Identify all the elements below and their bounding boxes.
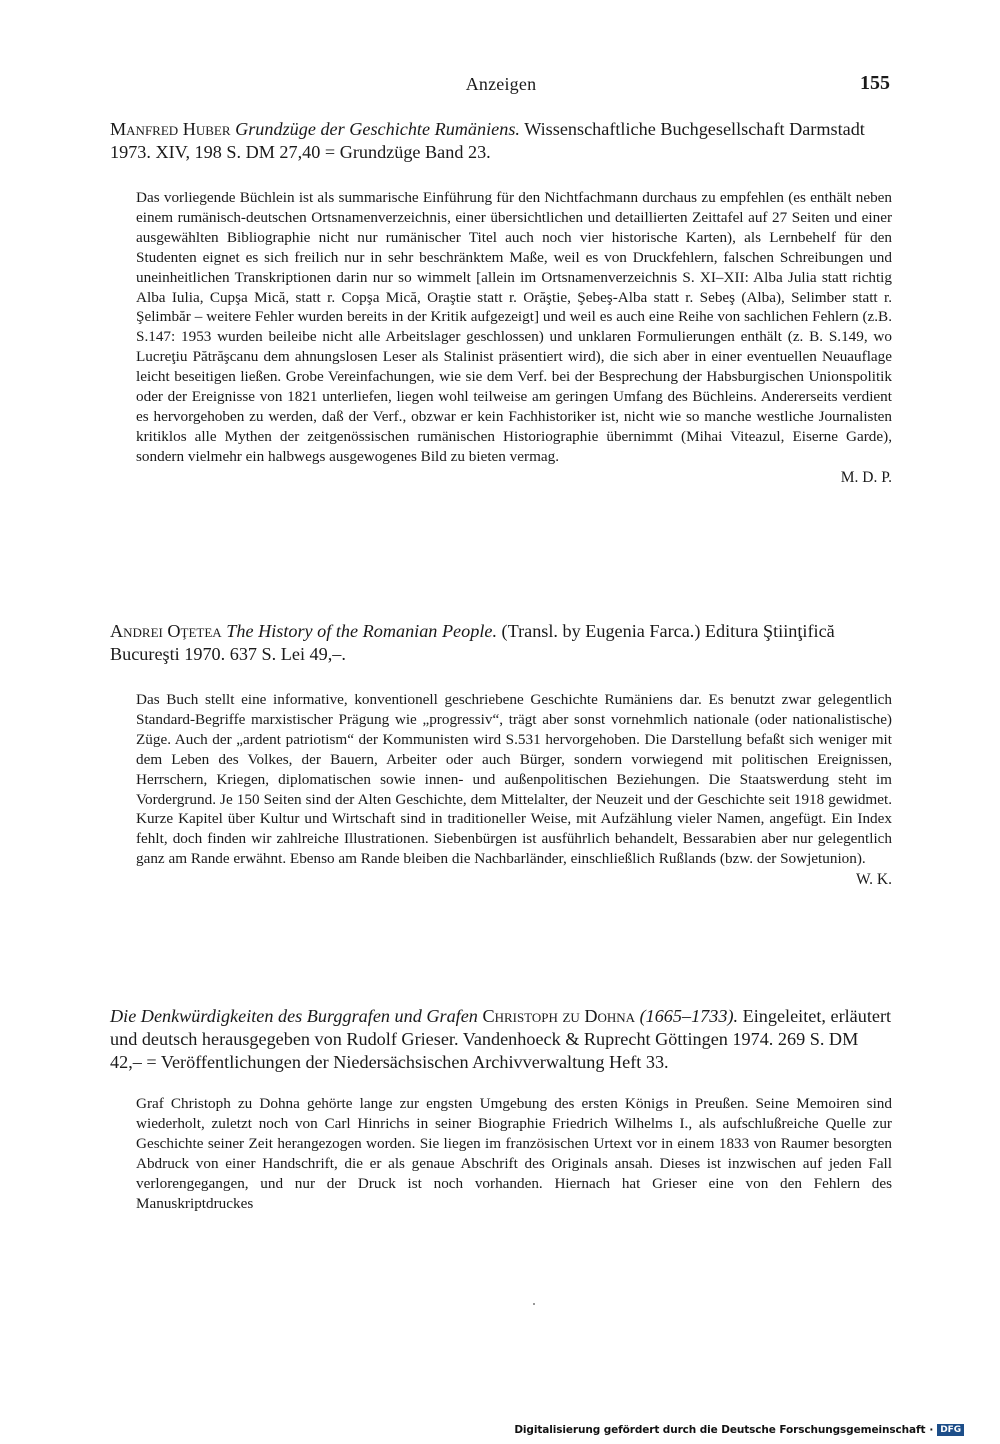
running-head: Anzeigen bbox=[465, 74, 537, 94]
reviewer-initials: W. K. bbox=[855, 871, 892, 889]
publication-info: Eingeleitet, erläutert und deutsch herausgegeben von Rudolf Grieser. Vandenhoeck & Ruprecht Göttingen 1974. 269 S. DM 42,– = Veröffentlichungen der Niedersächsischen Archivverwaltung Heft 33. bbox=[110, 1006, 892, 1072]
book-title: Grundzüge der Geschichte Rumäniens. bbox=[235, 119, 520, 139]
author-name: Manfred Huber bbox=[110, 119, 231, 139]
book-title: The History of the Romanian People. bbox=[226, 621, 497, 641]
review-heading bbox=[110, 1005, 892, 1074]
review-body: Das vorliegende Büchlein ist als summarische Einführung für den Nichtfachmann durchaus zu empfehlen (es enthält neben einem rumänisch-deutschen Ortsnamenverzeichnis, einer übersichtlichen und detaillierten Zeittafel auf 27 Seiten und einer ausgewählten Bibliographie nicht nur rumänischer Titel auch noch vier historische Karten), als Lernbehelf für den Studenten eignet es sich freilich nur in sehr beschränktem Maße, weil es von Druckfehlern, falschen Schreibungen und uneinheitlichen Transkriptionen darin nur so wimmelt [allein im Ortsnamenverzeichnis S. XI–XII: Alba Julia statt richtig Alba Iulia, Cupşa Mică, statt r. Copşa Mică, Oraştie statt r. Orăştie, Şebeş-Alba statt r. Sebeş (Alba), Selimber statt r. Şelimbăr – weitere Fehler wurden bereits in der Kritik aufgezeigt] und weil es auch eine Reihe von sachlichen Fehlern (z.B. S.147: 1953 wurden beileibe nicht alle Arbeitslager geschlossen) und unklaren Formulierungen enthält (z. B. S.149, wo Lucreţiu Pătrăşcanu dem ahnungslosen Leser als Stalinist präsentiert wird), die sich aber in einer eventuellen Neuauflage leicht beseitigen ließen. Grobe Vereinfachungen, wie sie dem Verf. bei der Besprechung der Habsburgischen Unionspolitik oder der Ereignisse von 1821 unterliefen, liegen wohl teilweise am geringen Umfang des Büchleins. Andererseits verdient es hervorgehoben zu werden, daß der Verf., obzwar er kein Fachhistoriker ist, nicht wie so manche westliche Journalisten kritiklos alle Mythen der zeitgenössischen rumänischen Historiographie übernimmt (Mihai Viteazul, Eiserne Garde), sondern vielmehr ein halbwegs ausgewogenes Bild zu bieten vermag. bbox=[136, 189, 892, 465]
funding-note: Digitalisierung gefördert durch die Deutsche Forschungsgemeinschaft bbox=[514, 1424, 926, 1436]
review-dohna bbox=[110, 1005, 892, 1213]
dfg-logo-icon: DFG bbox=[937, 1424, 964, 1436]
digitization-footer bbox=[514, 1424, 964, 1436]
book-title: Die Denkwürdigkeiten des Burggrafen und Grafen bbox=[110, 1006, 478, 1026]
scan-speck bbox=[533, 1303, 535, 1305]
review-heading bbox=[110, 118, 892, 164]
review-heading bbox=[110, 620, 892, 666]
publication-info: (Transl. by Eugenia Farca.) Editura Ştiinţifică Bucureşti 1970. 637 S. Lei 49,–. bbox=[110, 621, 835, 664]
publication-info: Wissenschaftliche Buchgesellschaft Darmstadt 1973. XIV, 198 S. DM 27,40 = Grundzüge Band 23. bbox=[110, 119, 865, 162]
review-body: Graf Christoph zu Dohna gehörte lange zur engsten Umgebung des ersten Königs in Preußen. Seine Memoiren sind wiederholt, zuletzt noch von Carl Hinrichs in seiner Biographie Friedrich Wilhelms I., als aufschlußreiche Quelle zur Geschichte seiner Zeit herangezogen worden. Sie liegen im französischen Urtext vor in einem 1833 von Raumer besorgten Abdruck von einer Handschrift, die er als genaue Abschrift des Originals ansah. Dieses ist inzwischen auf jeden Fall verlorengegangen, und nur der Druck ist noch vorhanden. Hiernach hat Grieser eine von den Fehlern des Manuskriptdruckes bbox=[136, 1095, 892, 1212]
review-huber bbox=[110, 118, 892, 487]
review-body: Das Buch stellt eine informative, konventionell geschriebene Geschichte Rumäniens dar. Es benutzt zwar gelegentlich Standard-Begriffe marxistischer Prägung wie „progressiv“, trägt aber sonst vornehmlich nationale (oder nationalistische) Züge. Auch der „ardent patriotism“ der Kommunisten wird S.531 hervorgehoben. Die Darstellung befaßt sich weniger mit dem Leben des Volkes, der Bauern, Arbeiter oder auch Bürger, sondern vorwiegend mit politischen Ereignissen, Herrschern, Kriegen, diplomatischen sowie innen- und außenpolitischen Beziehungen. Die Staatswerdung steht im Vordergrund. Je 150 Seiten sind der Alten Geschichte, dem Mittelalter, der Neuzeit und der Geschichte seit 1918 gewidmet. Kurze Kapitel über Kultur und Wirtschaft sind in traditioneller Weise, mit Aufzählung vieler Namen, angefügt. Ein Index fehlt, doch finden wir zahlreiche Illustrationen. Siebenbürgen ist ausführlich behandelt, Bessarabien aber nur gelegentlich ganz am Rande erwähnt. Ebenso am Rande bleiben die Nachbarländer, einschließlich Rußlands (bzw. der Sowjetunion). bbox=[136, 691, 892, 868]
reviewer-initials: M. D. P. bbox=[840, 468, 892, 486]
review-otetea bbox=[110, 620, 892, 889]
author-name: Andrei Oţetea bbox=[110, 621, 222, 641]
author-name: Christoph zu Dohna bbox=[482, 1006, 636, 1026]
author-dates: (1665–1733). bbox=[639, 1006, 739, 1026]
footer-separator: · bbox=[929, 1424, 934, 1436]
page-number: 155 bbox=[860, 72, 890, 94]
